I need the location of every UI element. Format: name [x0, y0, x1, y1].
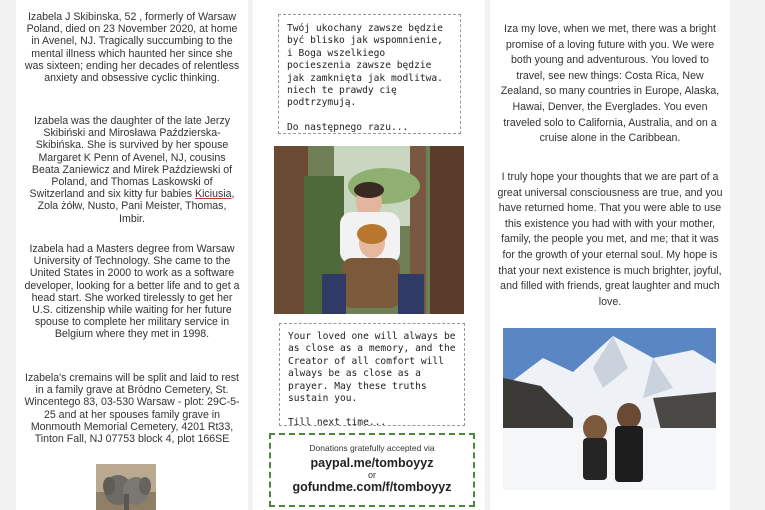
donations-label: Donations gratefully accepted via [309, 443, 435, 453]
tribute-paragraph-2: I truly hope your thoughts that we are part of a great universal consciousness are true, and you have returned home. That you were able to use this existence you had with with your mother, family, the people you met, and me; that it was for the growth of your eternal soul. My hope is that your next existence is much brighter, joyful, and filled with friends, great laughter and much love. [497, 171, 723, 308]
obituary-paragraph-3: Izabela had a Masters degree from Warsaw University of Technology. She came to the United States in 2000 to work as a software developer, looking for a better life and to get a head start. She worked tirelessly to get her U.S. citizenship while waiting for her future spouse to complete her military service in Belgium where they met in 1998. [24, 243, 240, 341]
english-quote-text: Your loved one will always be as close as a memory, and the Creator of all comfort will always be as close as a prayer. May these truths sustain you. [288, 331, 456, 405]
donations-or: or [367, 470, 376, 480]
gofundme-link[interactable]: gofundme.com/f/tomboyyz [292, 480, 452, 494]
polish-signoff: Do następnego razu... [287, 121, 409, 133]
obituary-paragraph-2: Izabela was the daughter of the late Jerzy Skibiński and Mirosława Paździerska-Skibińska. She is survived by her spouse Margaret K Penn of Avenel, NJ, cousins Beata Zaniewicz and Mirek Paździewski of Poland, and Thomas Laskowski of Switzerland and six kitty fur babies Kiciusia, Zola żółw, Nusto, Pani Meister, Thomas, Imbir. [29, 115, 235, 225]
obituary-paragraph-1: Izabela J Skibinska, 52 , formerly of Warsaw Poland, died on 23 November 2020, at home in Avenel, NJ. Tragically succumbing to the mental illness which haunted her since she was sixteen; ending her decades of relentless anxiety and obsessive cyclic thinking. [24, 11, 240, 85]
tribute-paragraph-1: Iza my love, when we met, there was a bright promise of a loving future with you. We were both young and adventurous. You loved to travel, see new things: Costa Rica, New Zealand, so many countries in Europe, Alaska, Hawai, Denver, the Everglades. You even traveled solo to California, Australia, and on a cruise alone in the Caribbean. [500, 23, 720, 145]
couple-photo [274, 146, 464, 314]
obituary-panel-left [16, 0, 248, 510]
obituary-panel-right [490, 0, 730, 510]
polish-quote-text: Twój ukochany zawsze będzie być blisko jak wspomnienie, i Boga wszelkiego pocieszenia zawsze będzie jak zamknięta jak modlitwa. niech te prawdy cię podtrzymują. [287, 23, 443, 109]
english-quote-box [279, 323, 465, 429]
polish-quote-box [278, 14, 461, 134]
elephants-photo [96, 464, 156, 510]
english-signoff: Till next time... [288, 417, 387, 429]
donations-box [269, 433, 475, 507]
obituary-paragraph-4: Izabela's cremains will be split and laid to rest in a family grave at Bródno Cemetery, St. Wincentego 83, 03-530 Warsaw - plot: 29C-5-25 and at her spouses family grave in Monmouth Memorial Cemetery, 4201 Rt33, Tinton Fall, NJ 07753 block 4, plot 166SE [24, 372, 240, 446]
obituary-panel-middle [253, 0, 485, 510]
glacier-photo [503, 328, 716, 490]
paypal-link[interactable]: paypal.me/tomboyyz [310, 456, 434, 470]
